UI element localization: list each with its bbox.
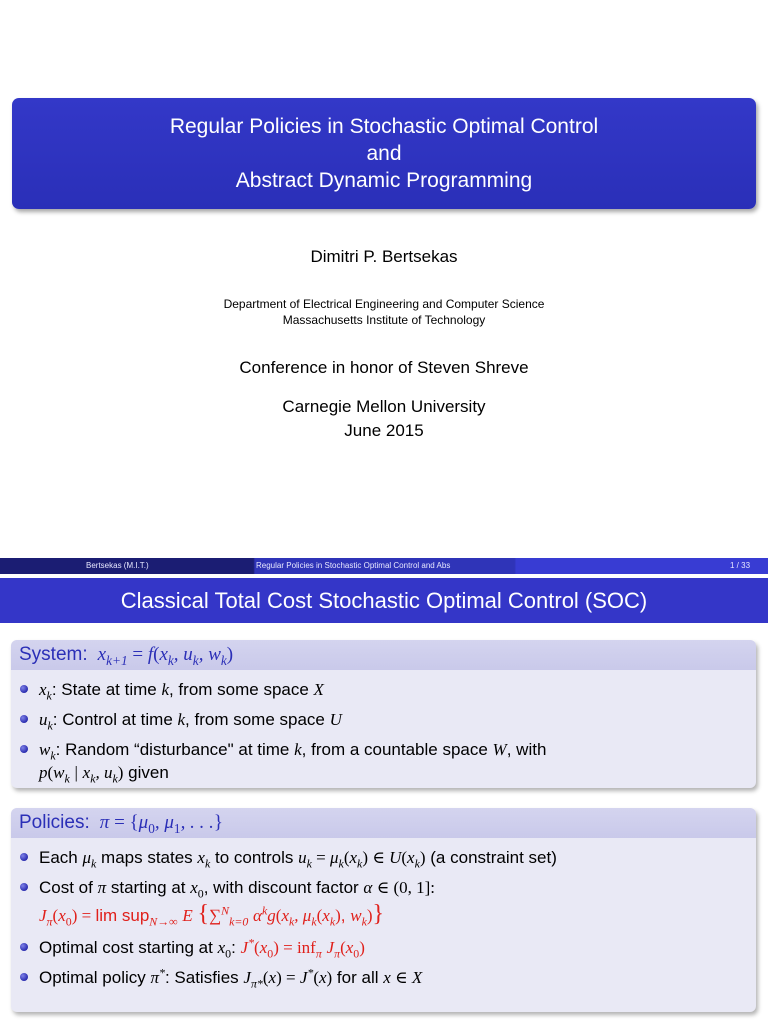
institute: Massachusetts Institute of Technology [282,313,486,327]
list-item: $w_k$: Random “disturbance" at time k, from a countable space W, with $p(w_k$ | $x_k$, $u_k$) given [39,738,746,784]
policies-equation: $\pi = \{\mu_0$, $\mu_1$, . . .} [95,812,223,836]
list-item: Optimal policy π*: Satisfies $J_{\pi*}(x) = J^*(x)$ for all x ∈ X [39,966,746,989]
affiliation [0,296,768,328]
title-line-3: Abstract Dynamic Programming [235,169,533,192]
list-item: Cost of π starting at $x_0$, with discount factor α ∈ (0, 1]: $J_\pi(x_0) = \lim sup_{N\to\infty}$ E {∑$^N_{k=0}$ $\alpha^kg(x_k$, $\mu_k(x_k)$, $w_k$)} [39,876,746,927]
conference: Conference in honor of Steven Shreve [239,358,529,377]
venue-block [0,395,768,443]
policies-block-header [11,808,756,838]
bullet-icon [20,745,28,753]
title-box [12,98,756,209]
bullet-icon [20,715,28,723]
bullet-icon [20,853,28,861]
title-line-1: Regular Policies in Stochastic Optimal Control [169,115,599,138]
bullet-icon [20,973,28,981]
footer-author: Bertsekas (M.I.T.) [86,561,149,570]
footer-bar [0,558,768,574]
list-item: Each $\mu_k$ maps states $x_k$ to controls $u_k = \mu_k(x_k)$ ∈ $U(x_k)$ (a constraint set) [39,846,746,869]
system-equation: $x_{k+1} = f(x_k$, $u_k$, $w_k$) [92,644,234,668]
frame-title: Classical Total Cost Stochastic Optimal Control (SOC) [0,578,768,623]
list-item: Optimal cost starting at $x_0$: $J^*(x_0) = inf_\pi$ $J_\pi(x_0)$ [39,936,746,959]
page-number: 1 / 33 [730,561,751,570]
policies-block [11,808,756,1012]
bullet-icon [20,685,28,693]
system-block-header [11,640,756,670]
date: June 2015 [344,421,424,440]
policies-label: Policies: [19,812,90,833]
list-item: $x_k$: State at time k, from some space X [39,678,746,701]
bullet-icon [20,883,28,891]
system-label: System: [19,644,88,665]
author-name: Dimitri P. Bertsekas [310,247,458,266]
list-item: $u_k$: Control at time k, from some space U [39,708,746,731]
footer-title: Regular Policies in Stochastic Optimal Control and Abs [256,561,451,570]
title-line-2: and [366,142,402,165]
bullet-icon [20,943,28,951]
venue: Carnegie Mellon University [282,397,486,416]
system-block [11,640,756,788]
department: Department of Electrical Engineering and Computer Science [223,297,545,311]
cost-formula: $J_\pi(x_0) = \lim sup_{N\to\infty}$ E {∑$^N_{k=0}$ $\alpha^kg(x_k$, $\mu_k(x_k)$, $w_k$)} [39,901,385,929]
